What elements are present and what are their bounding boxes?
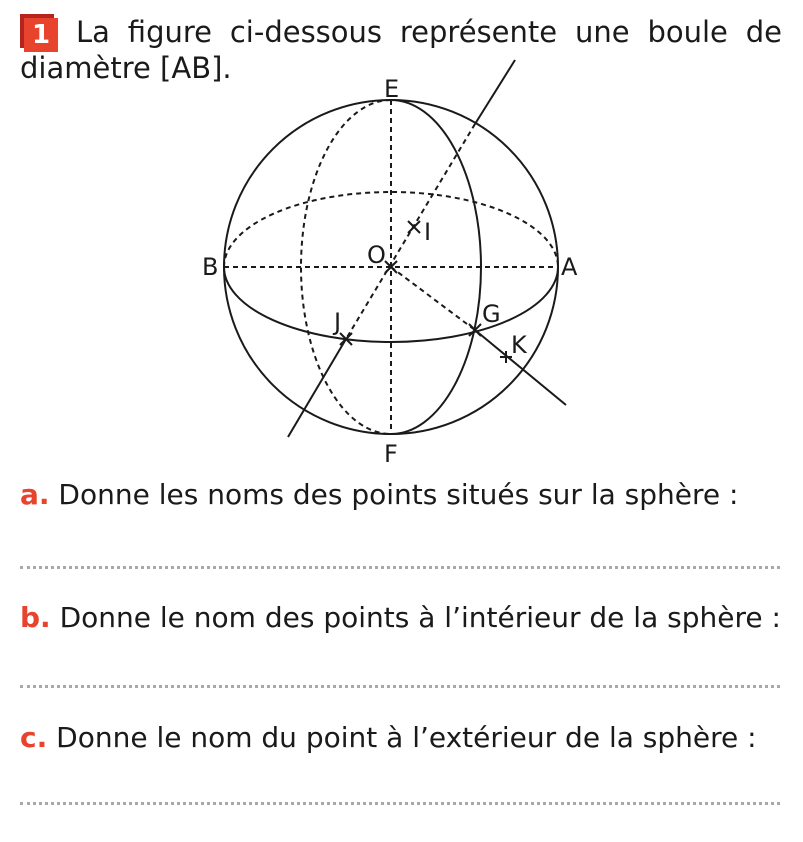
label-E: E (384, 75, 400, 103)
question-a-text: Donne les noms des points situés sur la sphère : (49, 478, 739, 511)
question-b (20, 601, 781, 635)
question-a (20, 478, 738, 512)
segment-OG (391, 267, 475, 330)
label-J: J (334, 308, 342, 336)
question-b-letter: b. (20, 601, 51, 634)
label-A: A (561, 253, 578, 281)
label-B: B (202, 253, 219, 281)
label-O: O (367, 241, 386, 269)
point-I-mark (408, 221, 420, 233)
question-c-text: Donne le nom du point à l’extérieur de la sphère : (47, 721, 757, 754)
exercise-statement: La figure ci-dessous représente une boule de diamètre [AB]. (20, 15, 782, 85)
question-c (20, 721, 757, 755)
label-K: K (511, 331, 527, 359)
line-IJ-top-outside (475, 60, 515, 124)
question-a-letter: a. (20, 478, 50, 511)
label-I: I (424, 218, 432, 246)
question-c-letter: c. (20, 721, 48, 754)
question-b-text: Donne le nom des points à l’intérieur de la sphère : (50, 601, 781, 634)
answer-line-b[interactable] (20, 685, 780, 688)
label-G: G (482, 300, 501, 328)
exercise-number: 1 (24, 18, 58, 52)
line-IJ-bottom-outside (288, 339, 346, 437)
answer-line-a[interactable] (20, 566, 780, 569)
equator-front (224, 267, 558, 342)
answer-line-c[interactable] (20, 802, 780, 805)
label-F: F (384, 440, 398, 468)
